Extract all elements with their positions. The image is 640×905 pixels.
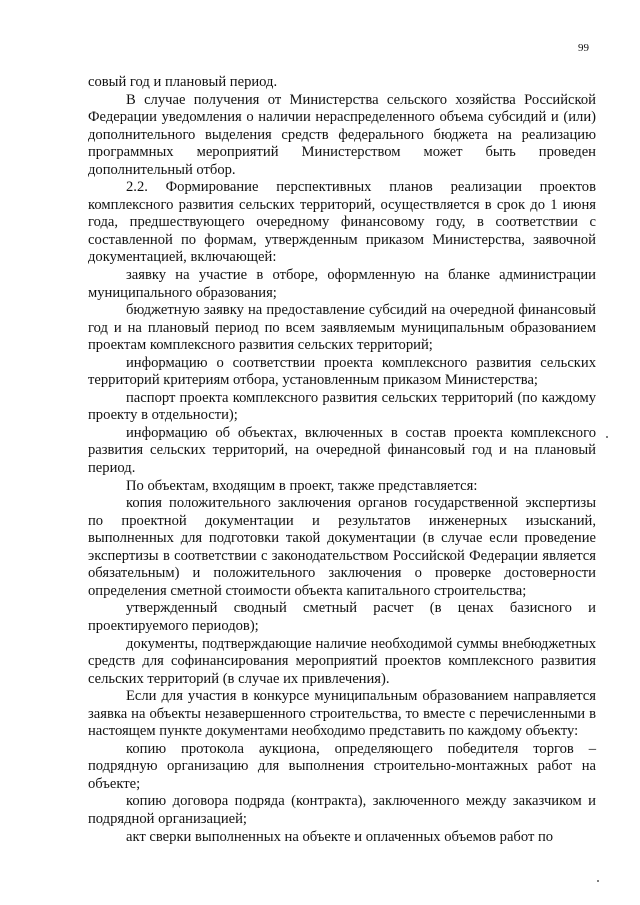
list-item: бюджетную заявку на предоставление субсидий на очередной финансовый год и на плановый период по всем заявляемым муниципальным образованием проектам комплексного развития сельских территорий;	[88, 302, 596, 354]
list-item: копия положительного заключения органов государственной экспертизы по проектной документации и результатов инженерных изысканий, выполненных для подготовки такой документации (в случае если проведение экспертизы в соответствии с законодательством Российской Федерации является обязательным) и положительного заключения о проверке достоверности определения сметной стоимости объекта капитального строительства;	[88, 495, 596, 599]
paragraph: По объектам, входящим в проект, также представляется:	[126, 477, 478, 494]
list-item: информацию об объектах, включенных в состав проекта комплексного развития сельских территорий, на очередной финансовый год и на плановый период.	[88, 424, 596, 477]
list-item: копию протокола аукциона, определяющего победителя торгов – подрядную организацию для выполнения строительно-монтажных работ на объекте;	[88, 740, 596, 792]
paragraph: Если для участия в конкурсе муниципальным образованием направляется заявка на объекты незавершенного строительства, то вместе с перечисленными в настоящем пункте документами необходимо представить по каждому объекту:	[88, 688, 596, 740]
page-number: 99	[578, 42, 589, 54]
list-item: акт сверки выполненных на объекте и оплаченных объемов работ по	[126, 828, 554, 845]
paragraph: 2.2. Формирование перспективных планов реализации проектов комплексного развития сельских территорий, осуществляется в срок до 1 июня года, предшествующего очередному финансовому году, в соответствии с составленной по формам, утвержденным приказом Министерства, заявочной документацией, включающей:	[88, 179, 596, 266]
list-item: документы, подтверждающие наличие необходимой суммы внебюджетных средств для софинансирования мероприятий проектов комплексного развития сельских территорий (в случае их привлечения).	[88, 635, 596, 687]
scan-speck	[606, 436, 608, 438]
list-item: копию договора подряда (контракта), заключенного между заказчиком и подрядной организацией;	[88, 793, 596, 827]
list-item: паспорт проекта комплексного развития сельских территорий (по каждому проекту в отдельности);	[88, 389, 596, 424]
list-item: утвержденный сводный сметный расчет (в ценах базисного и проектируемого периодов);	[88, 600, 596, 634]
paragraph: В случае получения от Министерства сельского хозяйства Российской Федерации уведомления о наличии нераспределенного объема субсидий и (или) дополнительного выделения средств федерального бюджета на реализацию программных мероприятий Министерством может быть проведен дополнительный отбор.	[88, 91, 596, 178]
paragraph: совый год и плановый период.	[88, 74, 278, 90]
scan-speck	[597, 880, 599, 882]
document-body	[88, 74, 596, 846]
list-item: информацию о соответствии проекта комплексного развития сельских территорий критериям отбора, установленным приказом Министерства;	[88, 354, 596, 389]
list-item: заявку на участие в отборе, оформленную на бланке администрации муниципального образования;	[88, 267, 596, 301]
